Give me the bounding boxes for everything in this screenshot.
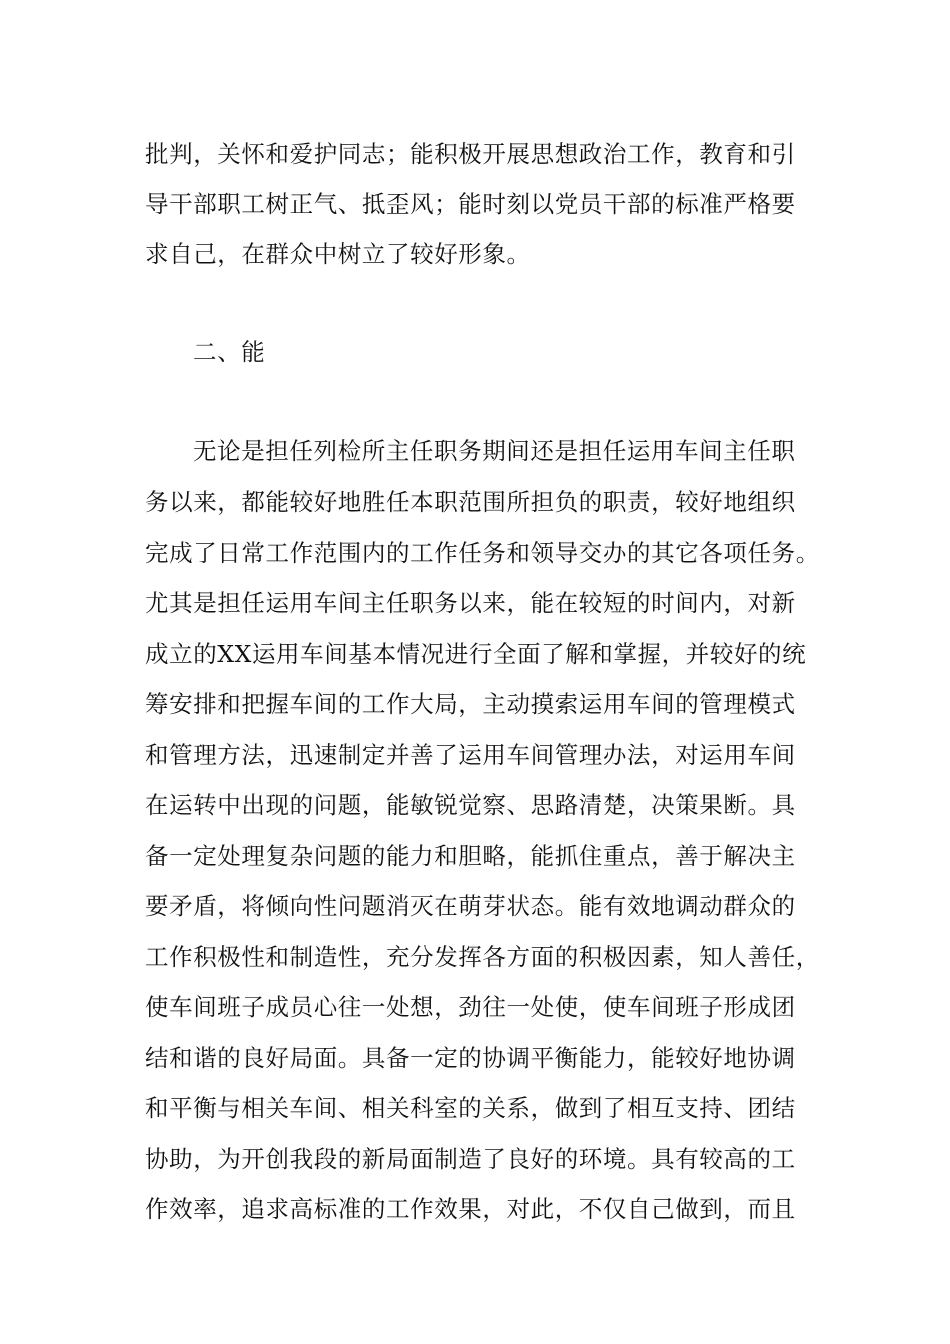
paragraph-2-line: 作效率，追求高标准的工作效果，对此，不仅自己做到，而且 [145,1195,796,1223]
paragraph-2-line: 结和谐的良好局面。具备一定的协调平衡能力，能较好地协调 [145,1044,796,1072]
paragraph-2-line: 成立的XX运用车间基本情况进行全面了解和掌握，并较好的统 [145,640,807,668]
paragraph-2-line: 在运转中出现的问题，能敏锐觉察、思路清楚，决策果断。具 [145,791,796,819]
paragraph-2-line: 和管理方法，迅速制定并善了运用车间管理办法，对运用车间 [145,741,796,769]
paragraph-2-line: 工作积极性和制造性，充分发挥各方面的积极因素，知人善任， [145,943,820,971]
paragraph-1-line: 导干部职工树正气、抵歪风；能时刻以党员干部的标准严格要 [145,190,796,218]
paragraph-2-line: 和平衡与相关车间、相关科室的关系，做到了相互支持、团结 [145,1094,796,1122]
paragraph-2-line: 使车间班子成员心往一处想，劲往一处使，使车间班子形成团 [145,993,796,1021]
paragraph-2-line: 协助，为开创我段的新局面制造了良好的环境。具有较高的工 [145,1145,796,1173]
paragraph-2-line: 要矛盾，将倾向性问题消灭在萌芽状态。能有效地调动群众的 [145,892,796,920]
paragraph-2-line: 务以来，都能较好地胜任本职范围所担负的职责，较好地组织 [145,488,796,516]
paragraph-2-line: 尤其是担任运用车间主任职务以来，能在较短的时间内，对新 [145,589,796,617]
section-heading: 二、能 [193,338,266,366]
paragraph-1-line: 批判，关怀和爱护同志；能积极开展思想政治工作，教育和引 [145,140,796,168]
paragraph-2-line: 备一定处理复杂问题的能力和胆略，能抓住重点，善于解决主 [145,842,796,870]
paragraph-2-line: 筹安排和把握车间的工作大局，主动摸索运用车间的管理模式 [145,690,796,718]
paragraph-2-line: 无论是担任列检所主任职务期间还是担任运用车间主任职 [193,437,796,465]
paragraph-1-line: 求自己，在群众中树立了较好形象。 [145,240,531,268]
paragraph-2-line: 完成了日常工作范围内的工作任务和领导交办的其它各项任务。 [145,539,820,567]
